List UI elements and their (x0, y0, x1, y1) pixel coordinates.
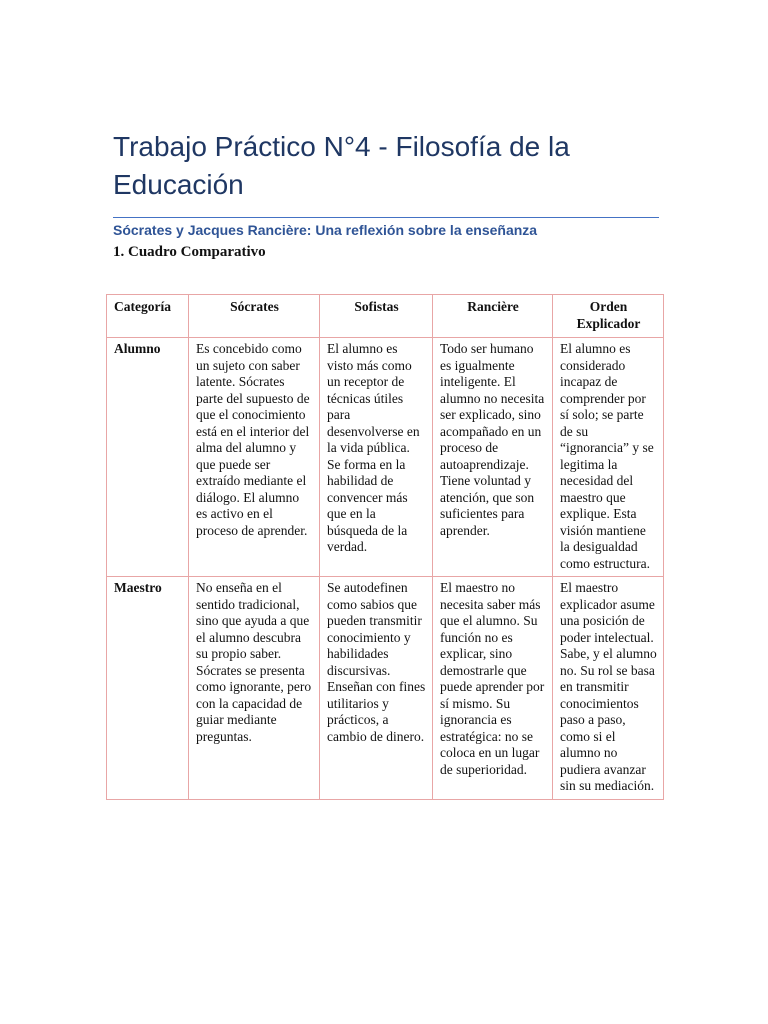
document-subtitle: Sócrates y Jacques Rancière: Una reflexión sobre la enseñanza (113, 222, 538, 238)
table-cell: El maestro no necesita saber más que el alumno. Su función no es explicar, sino demostrarle que puede aprender por sí mismo. Su ignorancia es estratégica: no se coloca en un lugar de superioridad. (433, 577, 553, 800)
table-cell: Es concebido como un sujeto con saber latente. Sócrates parte del supuesto de que el conocimiento está en el interior del alma del alumno y que puede ser extraído mediante el diálogo. El alumno es activo en el proceso de aprender. (189, 338, 320, 577)
table-cell: Se autodefinen como sabios que pueden transmitir conocimiento y habilidades discursivas. Enseñan con fines utilitarios y prácticos, a cambio de dinero. (320, 577, 433, 800)
row-category-alumno: Alumno (107, 338, 189, 577)
header-cell-sofistas: Sofistas (320, 295, 433, 338)
table-cell: El alumno es visto más como un receptor de técnicas útiles para desenvolverse en la vida pública. Se forma en la habilidad de convencer más que en la búsqueda de la verdad. (320, 338, 433, 577)
table-cell: El alumno es considerado incapaz de comprender por sí solo; se parte de su “ignorancia” y se legitima la necesidad del maestro que explique. Esta visión mantiene la desigualdad como estructura. (553, 338, 664, 577)
header-cell-socrates: Sócrates (189, 295, 320, 338)
table-row (107, 338, 664, 577)
document-title: Trabajo Práctico N°4 - Filosofía de la Educación (113, 131, 570, 200)
header-cell-orden-explicador: Orden Explicador (553, 295, 664, 338)
comparison-table (106, 294, 664, 800)
table-header-row (107, 295, 664, 338)
table-cell: No enseña en el sentido tradicional, sino que ayuda a que el alumno descubra su propio saber. Sócrates se presenta como ignorante, pero con la capacidad de guiar mediante preguntas. (189, 577, 320, 800)
row-category-maestro: Maestro (107, 577, 189, 800)
header-cell-ranciere: Rancière (433, 295, 553, 338)
table-cell: Todo ser humano es igualmente inteligente. El alumno no necesita ser explicado, sino acompañado en un proceso de autoaprendizaje. Tiene voluntad y atención, que son suficientes para aprender. (433, 338, 553, 577)
table-row (107, 577, 664, 800)
title-divider (113, 217, 659, 218)
header-cell-category: Categoría (107, 295, 189, 338)
section-heading: 1. Cuadro Comparativo (113, 244, 266, 260)
table-cell: El maestro explicador asume una posición de poder intelectual. Sabe, y el alumno no. Su rol se basa en transmitir conocimientos paso a paso, como si el alumno no pudiera avanzar sin su mediación. (553, 577, 664, 800)
